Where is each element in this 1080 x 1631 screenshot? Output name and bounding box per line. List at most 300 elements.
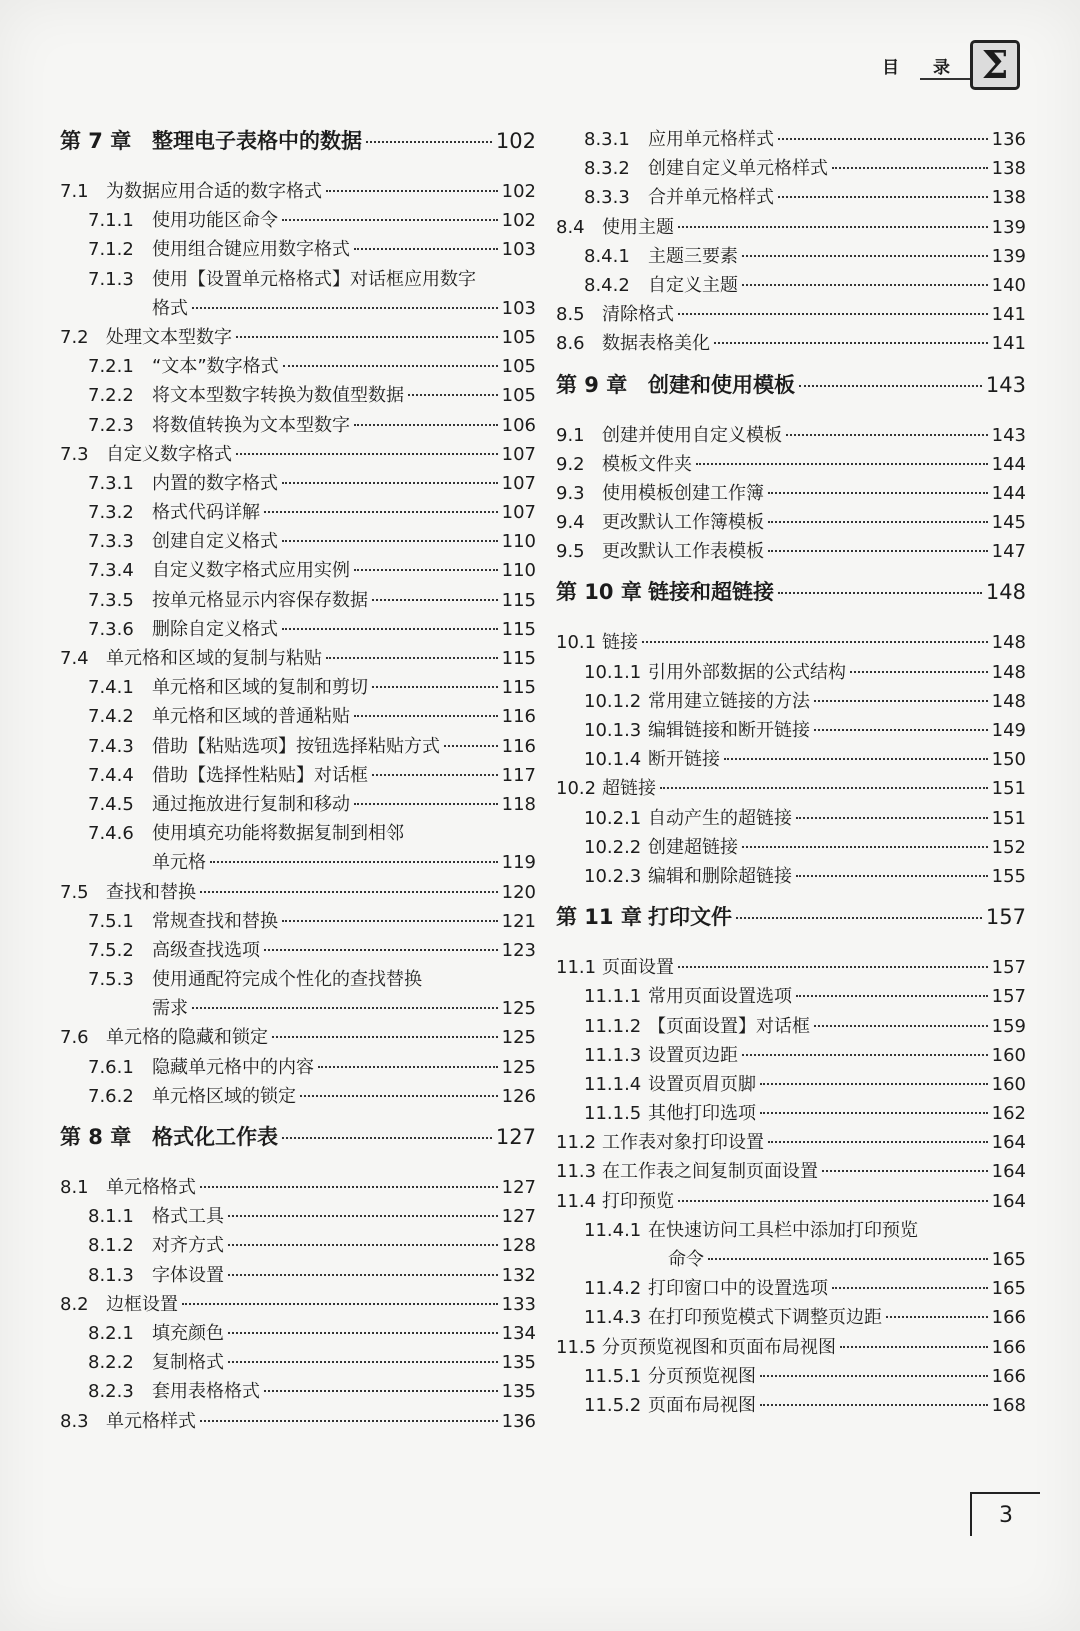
toc-entry-page: 166: [991, 1365, 1026, 1387]
toc-entry-page: 143: [991, 424, 1026, 446]
toc-entry-title: 超链接: [602, 778, 656, 800]
header-label: 目 录: [882, 57, 964, 78]
toc-entry-title: 创建和使用模板: [648, 372, 795, 397]
toc-entry[interactable]: [556, 1099, 1026, 1128]
leader-dots: [760, 1375, 988, 1377]
toc-entry-title: 处理文本型数字: [106, 326, 232, 348]
toc-entry-number: 7.4.1: [88, 677, 134, 699]
toc-entry-number: 11.1.3: [584, 1044, 642, 1066]
toc-entry-number: 10.2.2: [584, 836, 642, 858]
toc-entry-page: 149: [991, 720, 1026, 741]
toc-entry-title: 套用表格格式: [152, 1381, 260, 1403]
leader-dots: [228, 1332, 498, 1334]
toc-entry-number: 第 9 章: [556, 372, 628, 397]
toc-entry[interactable]: [60, 235, 536, 264]
toc-entry[interactable]: [60, 323, 536, 352]
toc-entry-number: 11.1.5: [584, 1103, 642, 1125]
toc-entry[interactable]: [60, 1231, 536, 1260]
toc-entry-number: 11.1.1: [584, 986, 642, 1008]
toc-entry-title: 单元格样式: [106, 1410, 196, 1432]
toc-entry-page: 168: [991, 1394, 1026, 1416]
leader-dots: [354, 569, 498, 571]
toc-entry-number: 11.5: [556, 1336, 597, 1358]
toc-entry-page: 127: [495, 1125, 536, 1149]
toc-entry-title: 使用组合键应用数字格式: [152, 239, 350, 261]
toc-entry-number: 7.3: [60, 443, 89, 465]
toc-entry-page: 148: [991, 661, 1026, 683]
toc-entry-number: 7.3.4: [88, 560, 134, 582]
toc-entry-page: 141: [991, 304, 1026, 326]
toc-entry-page: 144: [991, 453, 1026, 475]
toc-entry-number: 7.4.2: [88, 706, 134, 728]
toc-entry[interactable]: [556, 125, 1026, 154]
toc-entry-page: 166: [991, 1336, 1026, 1358]
toc-entry-continuation: [60, 994, 536, 1023]
toc-entry-title: 隐藏单元格中的内容: [152, 1056, 314, 1078]
toc-entry-title: 断开链接: [648, 749, 720, 771]
toc-entry-page: 106: [501, 414, 536, 436]
toc-entry-page: 102: [501, 210, 536, 232]
toc-entry-number: 8.3.2: [584, 158, 630, 180]
leader-dots: [886, 1316, 988, 1318]
toc-entry-page: 165: [991, 1249, 1026, 1270]
toc-entry-number: 11.2: [556, 1132, 597, 1154]
toc-entry-title: 更改默认工作簿模板: [602, 512, 764, 534]
toc-entry-page: 138: [991, 187, 1026, 209]
toc-entry-page: 127: [501, 1206, 536, 1228]
toc-entry-page: 164: [991, 1132, 1026, 1154]
toc-entry[interactable]: [556, 687, 1026, 716]
toc-entry[interactable]: [60, 411, 536, 440]
toc-entry[interactable]: [556, 745, 1026, 774]
toc-entry[interactable]: [556, 953, 1026, 982]
toc-entry-number: 7.5: [60, 881, 89, 903]
toc-entry-title: 通过拖放进行复制和移动: [152, 793, 350, 815]
toc-entry-number: 第 10 章: [556, 580, 642, 605]
toc-entry-page: 115: [501, 618, 536, 640]
leader-dots: [768, 1141, 988, 1143]
toc-entry-number: 11.4: [556, 1190, 597, 1212]
leader-dots: [796, 817, 988, 819]
toc-entry-number: 8.1.3: [88, 1264, 134, 1286]
toc-entry-title: 整理电子表格中的数据: [152, 129, 362, 153]
toc-entry-number: 7.4.3: [88, 735, 134, 757]
toc-entry-title: 应用单元格样式: [648, 129, 774, 150]
toc-entry-number: 7.1.3: [88, 268, 134, 290]
toc-entry[interactable]: [60, 1053, 536, 1082]
sigma-icon: Σ: [970, 40, 1020, 90]
toc-entry[interactable]: [60, 615, 536, 644]
toc-entry-page: 138: [991, 158, 1026, 180]
leader-dots: [228, 1274, 498, 1276]
toc-entry[interactable]: [556, 450, 1026, 479]
toc-entry-title: 复制格式: [152, 1352, 224, 1374]
toc-entry-page: 133: [501, 1293, 536, 1315]
toc-entry[interactable]: [60, 702, 536, 731]
toc-entry[interactable]: [556, 804, 1026, 833]
toc-entry-page: 148: [991, 632, 1026, 654]
toc-entry[interactable]: [556, 1362, 1026, 1391]
toc-entry-page: 125: [501, 1027, 536, 1049]
toc-entry-number: 11.1.4: [584, 1073, 642, 1095]
toc-entry-page: 157: [991, 957, 1026, 979]
toc-entry-page: 132: [501, 1264, 536, 1286]
toc-entry-number: 8.3.3: [584, 187, 630, 209]
toc-entry-title: 设置页边距: [648, 1044, 738, 1066]
toc-entry-title: 常规查找和替换: [152, 910, 278, 932]
toc-entry[interactable]: [60, 352, 536, 381]
toc-entry-title: 创建超链接: [648, 836, 738, 858]
page-number: 3: [970, 1492, 1040, 1536]
toc-entry-title: 页面设置: [602, 957, 674, 979]
leader-dots: [778, 592, 982, 594]
leader-dots: [282, 482, 498, 484]
toc-entry-title: 链接: [602, 632, 638, 654]
toc-entry-page: 148: [991, 690, 1026, 712]
toc-entry[interactable]: [556, 1391, 1026, 1420]
toc-entry-page: 117: [501, 764, 536, 786]
toc-entry[interactable]: [60, 527, 536, 556]
toc-entry-title: 自定义主题: [648, 274, 738, 296]
toc-entry[interactable]: [556, 271, 1026, 300]
toc-entry-title: 分页预览视图: [648, 1365, 756, 1387]
toc-entry-number: 7.3.5: [88, 589, 134, 611]
leader-dots: [326, 190, 498, 192]
toc-entry-title: 填充颜色: [152, 1322, 224, 1344]
page-header: [882, 42, 1020, 88]
toc-entry[interactable]: [60, 878, 536, 907]
toc-entry-title: 合并单元格样式: [648, 187, 774, 209]
toc-entry[interactable]: [556, 1070, 1026, 1099]
leader-dots: [326, 657, 498, 659]
toc-right-column: [556, 125, 1026, 1420]
toc-entry-number: 9.2: [556, 453, 585, 475]
toc-entry-page: 136: [501, 1410, 536, 1432]
leader-dots: [768, 550, 988, 552]
toc-entry-title: 自定义数字格式: [106, 443, 232, 465]
toc-entry-page: 127: [501, 1177, 536, 1198]
toc-entry[interactable]: [60, 498, 536, 527]
toc-entry-title: 更改默认工作表模板: [602, 541, 764, 563]
toc-entry-title: 高级查找选项: [152, 939, 260, 961]
toc-entry-title: 设置页眉页脚: [648, 1073, 756, 1095]
toc-entry-title: 自定义数字格式应用实例: [152, 560, 350, 582]
toc-entry[interactable]: [60, 1407, 536, 1436]
toc-entry-title: 分页预览视图和页面布局视图: [602, 1336, 836, 1358]
toc-entry-title: 借助【粘贴选项】按钮选择粘贴方式: [152, 735, 440, 757]
toc-entry-number: 7.2.3: [88, 414, 134, 436]
toc-entry[interactable]: [60, 1348, 536, 1377]
toc-entry-title: 使用通配符完成个性化的查找替换: [152, 969, 422, 991]
toc-entry-page: 157: [991, 986, 1026, 1008]
toc-entry-page: 166: [991, 1307, 1026, 1329]
toc-entry-page: 162: [991, 1103, 1026, 1125]
toc-entry-number: 8.4.1: [584, 245, 630, 267]
leader-dots: [372, 599, 498, 601]
toc-entry-title: 在工作表之间复制页面设置: [602, 1161, 818, 1183]
toc-entry[interactable]: [556, 300, 1026, 329]
toc-entry-page: 144: [991, 482, 1026, 504]
toc-entry-title-cont: 单元格: [152, 852, 206, 874]
leader-dots: [264, 511, 498, 513]
leader-dots: [642, 641, 988, 643]
toc-entry-number: 11.3: [556, 1161, 597, 1183]
leader-dots: [678, 1200, 988, 1202]
toc-entry[interactable]: [556, 1333, 1026, 1362]
toc-entry-title: 使用填充功能将数据复制到相邻: [152, 823, 404, 845]
toc-entry-number: 9.1: [556, 424, 585, 446]
toc-entry-title: 单元格和区域的复制与粘贴: [106, 648, 322, 669]
toc-entry-page: 116: [501, 706, 536, 728]
toc-entry-number: 7.4.6: [88, 823, 134, 845]
toc-entry[interactable]: [60, 1082, 536, 1111]
toc-entry[interactable]: [556, 1012, 1026, 1041]
toc-entry[interactable]: [556, 862, 1026, 891]
leader-dots: [742, 1054, 988, 1056]
toc-entry-title: 单元格区域的锁定: [152, 1085, 296, 1107]
toc-entry[interactable]: [60, 790, 536, 819]
toc-entry-page: 150: [991, 749, 1026, 771]
toc-entry-number: 第 8 章: [60, 1125, 132, 1149]
toc-entry-title: 单元格和区域的复制和剪切: [152, 677, 368, 699]
toc-entry-title: 格式代码详解: [152, 502, 260, 524]
toc-entry-title: 工作表对象打印设置: [602, 1132, 764, 1154]
leader-dots: [264, 1390, 498, 1392]
toc-entry-number: 7.3.2: [88, 502, 134, 524]
toc-entry[interactable]: [60, 1290, 536, 1319]
toc-entry-title: 在打印预览模式下调整页边距: [648, 1307, 882, 1329]
toc-entry-page: 125: [501, 998, 536, 1020]
toc-entry[interactable]: [60, 125, 536, 171]
toc-entry-title: 内置的数字格式: [152, 472, 278, 494]
toc-entry[interactable]: [556, 833, 1026, 862]
leader-dots: [736, 917, 982, 919]
toc-entry[interactable]: [60, 586, 536, 615]
toc-entry-page: 103: [501, 239, 536, 261]
leader-dots: [778, 138, 988, 140]
toc-entry[interactable]: [556, 1128, 1026, 1157]
toc-entry-title: 常用页面设置选项: [648, 986, 792, 1008]
toc-entry-number: 7.2: [60, 326, 89, 348]
toc-entry-number: 10.1.2: [584, 690, 642, 712]
toc-entry[interactable]: [556, 1216, 1026, 1245]
toc-entry[interactable]: [556, 982, 1026, 1011]
leader-dots: [760, 1112, 988, 1114]
toc-entry-page: 123: [501, 939, 536, 961]
leader-dots: [192, 1007, 498, 1009]
toc-entry-title: 使用模板创建工作簿: [602, 482, 764, 504]
leader-dots: [678, 226, 988, 228]
toc-entry[interactable]: [556, 183, 1026, 212]
toc-entry[interactable]: [60, 965, 536, 994]
leader-dots: [300, 1095, 498, 1097]
toc-entry[interactable]: [60, 177, 536, 206]
toc-entry-page: 118: [501, 793, 536, 815]
toc-entry[interactable]: [556, 628, 1026, 657]
toc-entry[interactable]: [60, 732, 536, 761]
toc-entry-number: 7.6.2: [88, 1085, 134, 1107]
leader-dots: [236, 453, 498, 455]
toc-entry[interactable]: [60, 1319, 536, 1348]
toc-entry[interactable]: [556, 242, 1026, 271]
leader-dots: [228, 1244, 498, 1246]
toc-entry-page: 152: [991, 836, 1026, 858]
toc-entry-number: 第 7 章: [60, 129, 132, 153]
toc-entry[interactable]: [60, 1202, 536, 1231]
toc-entry-number: 10.2: [556, 778, 597, 800]
leader-dots: [228, 1361, 498, 1363]
leader-dots: [742, 255, 988, 257]
toc-entry[interactable]: [556, 329, 1026, 358]
toc-entry[interactable]: [60, 936, 536, 965]
toc-entry-title: 单元格的隐藏和锁定: [106, 1027, 268, 1049]
toc-entry-continuation: [556, 1245, 1026, 1274]
leader-dots: [318, 1066, 498, 1068]
toc-entry[interactable]: [556, 154, 1026, 183]
toc-entry-page: 141: [991, 333, 1026, 355]
toc-entry-title: 打印窗口中的设置选项: [648, 1278, 828, 1300]
toc-entry-page: 120: [501, 881, 536, 903]
toc-entry[interactable]: [556, 1274, 1026, 1303]
toc-entry-number: 8.4: [556, 216, 585, 238]
toc-entry[interactable]: [556, 537, 1026, 566]
toc-entry-page: 107: [501, 443, 536, 465]
toc-entry-title: 创建自定义单元格样式: [648, 158, 828, 180]
leader-dots: [760, 1083, 988, 1085]
toc-entry[interactable]: [60, 381, 536, 410]
toc-entry[interactable]: [60, 440, 536, 469]
toc-entry-title: 主题三要素: [648, 245, 738, 267]
leader-dots: [236, 336, 498, 338]
toc-entry[interactable]: [556, 508, 1026, 537]
toc-entry-title: 自动产生的超链接: [648, 807, 792, 829]
toc-entry-title: 引用外部数据的公式结构: [648, 661, 846, 683]
toc-entry-number: 8.6: [556, 333, 585, 355]
toc-entry-title: 将文本型数字转换为数值型数据: [152, 385, 404, 407]
leader-dots: [228, 1215, 498, 1217]
toc-entry-page: 145: [991, 512, 1026, 534]
toc-entry[interactable]: [60, 1377, 536, 1406]
toc-entry-title: 模板文件夹: [602, 453, 692, 475]
toc-entry-number: 7.2.2: [88, 385, 134, 407]
toc-entry-number: 7.5.3: [88, 969, 134, 991]
toc-entry-title: 其他打印选项: [648, 1103, 756, 1125]
toc-entry[interactable]: [60, 673, 536, 702]
toc-entry-title: 边框设置: [106, 1293, 178, 1315]
toc-entry-page: 102: [495, 129, 536, 153]
leader-dots: [768, 492, 988, 494]
toc-entry-title: “文本”数字格式: [152, 356, 279, 378]
toc-entry-number: 7.2.1: [88, 356, 134, 378]
toc-entry-page: 110: [501, 531, 536, 553]
toc-entry[interactable]: [556, 1041, 1026, 1070]
toc-entry[interactable]: [556, 421, 1026, 450]
toc-entry[interactable]: [556, 369, 1026, 415]
toc-entry[interactable]: [60, 1121, 536, 1167]
toc-entry[interactable]: [556, 658, 1026, 687]
toc-entry-title: 使用【设置单元格格式】对话框应用数字: [152, 268, 476, 290]
toc-entry-page: 157: [985, 905, 1026, 930]
toc-entry[interactable]: [60, 1261, 536, 1290]
toc-entry-number: 10.1.1: [584, 661, 642, 683]
leader-dots: [282, 628, 498, 630]
toc-entry-number: 7.4.5: [88, 793, 134, 815]
toc-entry-number: 7.6.1: [88, 1056, 134, 1078]
toc-entry[interactable]: [60, 206, 536, 235]
toc-entry-page: 143: [985, 372, 1026, 397]
leader-dots: [282, 540, 498, 542]
toc-entry-page: 115: [501, 677, 536, 699]
toc-entry-number: 11.1: [556, 957, 597, 979]
toc-entry-number: 8.4.2: [584, 274, 630, 296]
toc-entry[interactable]: [556, 213, 1026, 242]
toc-entry-page: 160: [991, 1073, 1026, 1095]
toc-entry-title: 创建并使用自定义模板: [602, 424, 782, 446]
toc-entry[interactable]: [556, 1187, 1026, 1216]
toc-entry-number: 7.3.1: [88, 472, 134, 494]
leader-dots: [372, 774, 498, 776]
toc-entry[interactable]: [556, 716, 1026, 745]
toc-entry-continuation: [60, 848, 536, 877]
toc-entry-title: 常用建立链接的方法: [648, 690, 810, 712]
leader-dots: [282, 219, 498, 221]
toc-entry-title: 按单元格显示内容保存数据: [152, 589, 368, 611]
toc-entry-page: 116: [501, 735, 536, 757]
leader-dots: [714, 342, 988, 344]
toc-entry[interactable]: [60, 469, 536, 498]
leader-dots: [283, 365, 498, 367]
toc-entry[interactable]: [556, 901, 1026, 947]
toc-entry[interactable]: [60, 819, 536, 848]
leader-dots: [200, 1420, 498, 1422]
leader-dots: [768, 521, 988, 523]
toc-entry-title: 格式工具: [152, 1206, 224, 1228]
leader-dots: [372, 686, 498, 688]
toc-entry-number: 7.5.2: [88, 939, 134, 961]
toc-entry-title: 格式化工作表: [152, 1125, 278, 1149]
toc-entry-title-cont: 格式: [152, 297, 188, 319]
toc-entry-page: 164: [991, 1161, 1026, 1183]
toc-entry[interactable]: [60, 1173, 536, 1202]
toc-entry[interactable]: [60, 265, 536, 294]
leader-dots: [814, 700, 988, 702]
toc-entry[interactable]: [556, 1157, 1026, 1186]
toc-entry-number: 8.1.1: [88, 1206, 134, 1228]
toc-entry[interactable]: [60, 644, 536, 673]
toc-entry-title: 清除格式: [602, 304, 674, 326]
toc-entry-number: 7.3.6: [88, 618, 134, 640]
toc-entry[interactable]: [556, 576, 1026, 622]
toc-entry[interactable]: [556, 774, 1026, 803]
toc-entry[interactable]: [556, 1303, 1026, 1332]
leader-dots: [760, 1404, 988, 1406]
toc-entry-page: 139: [991, 216, 1026, 238]
toc-entry-page: 140: [991, 274, 1026, 296]
toc-entry-title: 使用功能区命令: [152, 210, 278, 232]
toc-entry-number: 11.4.1: [584, 1219, 642, 1241]
toc-entry-title: 编辑和删除超链接: [648, 865, 792, 887]
toc-entry-number: 8.1: [60, 1177, 89, 1198]
toc-entry-page: 155: [991, 865, 1026, 887]
toc-entry-number: 8.3.1: [584, 129, 630, 150]
toc-entry[interactable]: [556, 479, 1026, 508]
toc-entry[interactable]: [60, 1023, 536, 1052]
toc-entry[interactable]: [60, 907, 536, 936]
toc-entry-number: 7.5.1: [88, 910, 134, 932]
toc-entry[interactable]: [60, 556, 536, 585]
toc-entry-number: 7.4: [60, 648, 89, 669]
toc-entry[interactable]: [60, 761, 536, 790]
